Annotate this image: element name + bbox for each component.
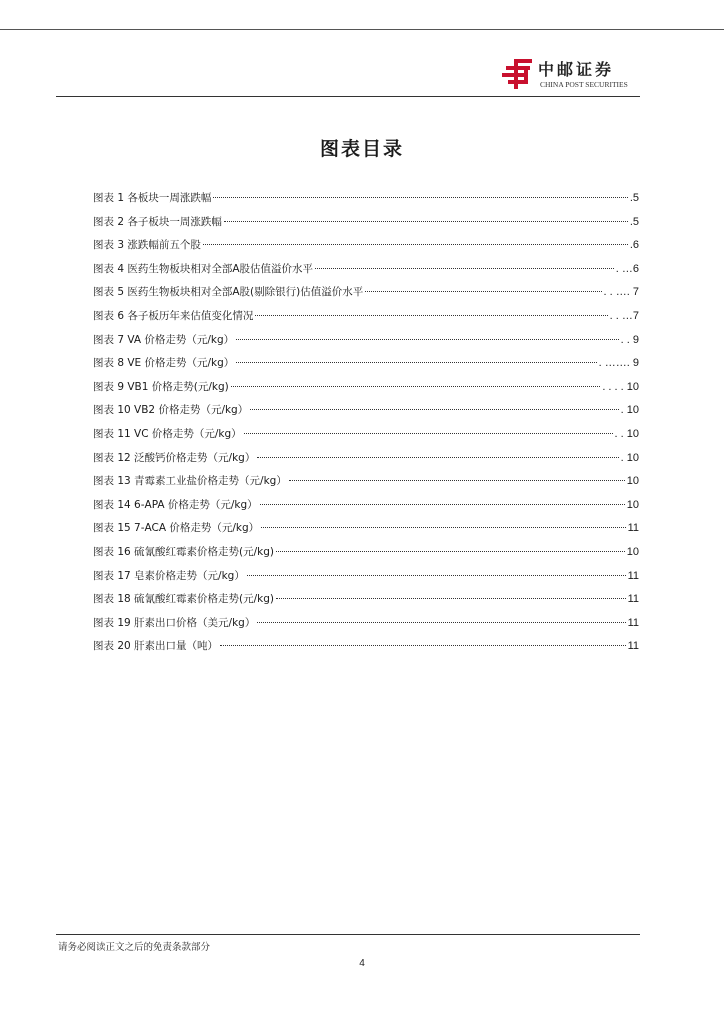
toc-entry[interactable] (93, 544, 639, 568)
toc-entry[interactable] (93, 308, 639, 332)
toc-entry-label: 图表 18 硫氰酸红霉素价格走势(元/kg) (93, 593, 275, 606)
toc-entry-label: 图表 13 青霉素工业盐价格走势（元/kg） (93, 475, 287, 488)
toc-entry-page: . . …7 (609, 309, 639, 322)
toc-entry-page: 10 (626, 498, 639, 511)
top-rule (0, 29, 724, 30)
header-rule (56, 96, 640, 97)
toc-entry-page: .5 (629, 215, 639, 228)
toc-entry[interactable] (93, 379, 639, 403)
toc-entry[interactable] (93, 450, 639, 474)
logo-chinese-name: 中邮证券 (538, 60, 615, 79)
toc-entry-label: 图表 9 VB1 价格走势(元/kg) (93, 380, 229, 393)
toc-entry-label: 图表 2 各子板块一周涨跌幅 (93, 215, 222, 228)
toc-entry[interactable] (93, 190, 639, 214)
toc-leader-dots (276, 551, 625, 552)
toc-entry-label: 图表 14 6-APA 价格走势（元/kg） (93, 498, 258, 511)
toc-leader-dots (260, 504, 625, 505)
toc-leader-dots (250, 409, 618, 410)
toc-entry-label: 图表 4 医药生物板块相对全部A股估值溢价水平 (93, 262, 314, 275)
toc-entry-page: 10 (626, 545, 639, 558)
toc-entry-page: . . . . 10 (602, 380, 639, 393)
toc-entry[interactable] (93, 261, 639, 285)
footer-disclaimer: 请务必阅读正文之后的免责条款部分 (58, 942, 211, 953)
toc-leader-dots (276, 598, 626, 599)
toc-entry[interactable] (93, 237, 639, 261)
toc-entry[interactable] (93, 473, 639, 497)
toc-leader-dots (365, 291, 601, 292)
toc-entry[interactable] (93, 426, 639, 450)
toc-entry-page: 11 (627, 522, 639, 535)
toc-entry[interactable] (93, 615, 639, 639)
toc-leader-dots (257, 457, 618, 458)
page-title: 图表目录 (319, 138, 404, 160)
toc-entry[interactable] (93, 591, 639, 615)
toc-leader-dots (213, 197, 627, 198)
toc-entry-page: . 10 (620, 404, 639, 417)
toc-leader-dots (203, 244, 628, 245)
toc-entry-label: 图表 11 VC 价格走势（元/kg） (93, 427, 242, 440)
toc-leader-dots (247, 575, 626, 576)
toc-entry-label: 图表 7 VA 价格走势（元/kg） (93, 333, 235, 346)
toc-entry-label: 图表 8 VE 价格走势（元/kg） (93, 357, 235, 370)
toc-entry[interactable] (93, 332, 639, 356)
toc-entry-label: 图表 12 泛酸钙价格走势（元/kg） (93, 451, 256, 464)
toc-entry-page: . …6 (615, 262, 639, 275)
table-of-figures (93, 190, 639, 662)
toc-leader-dots (236, 362, 596, 363)
toc-entry[interactable] (93, 355, 639, 379)
toc-entry[interactable] (93, 568, 639, 592)
toc-entry-page: . ……. 9 (598, 357, 639, 370)
toc-entry[interactable] (93, 284, 639, 308)
toc-entry[interactable] (93, 402, 639, 426)
toc-entry-label: 图表 6 各子板历年来估值变化情况 (93, 309, 254, 322)
toc-leader-dots (231, 386, 601, 387)
toc-entry-page: . . 10 (614, 427, 639, 440)
toc-entry-page: .5 (629, 192, 639, 204)
toc-leader-dots (244, 433, 613, 434)
footer-rule (56, 934, 640, 935)
toc-entry-label: 图表 17 皂素价格走势（元/kg） (93, 569, 245, 582)
toc-entry-label: 图表 3 涨跌幅前五个股 (93, 239, 201, 252)
toc-entry-label: 图表 16 硫氰酸红霉素价格走势(元/kg) (93, 545, 275, 558)
toc-entry-page: 11 (627, 593, 639, 606)
toc-leader-dots (255, 315, 607, 316)
toc-leader-dots (220, 645, 626, 646)
toc-entry-label: 图表 19 肝素出口价格（美元/kg） (93, 616, 256, 629)
toc-entry-label: 图表 10 VB2 价格走势（元/kg） (93, 404, 249, 417)
toc-entry-label: 图表 20 肝素出口量（吨） (93, 640, 219, 653)
china-post-logo-icon (500, 56, 536, 92)
toc-entry-label: 图表 1 各板块一周涨跌幅 (93, 192, 212, 204)
toc-entry-page: 10 (626, 475, 639, 488)
toc-leader-dots (257, 622, 625, 623)
toc-leader-dots (261, 527, 625, 528)
toc-entry-page: 11 (627, 640, 639, 653)
toc-entry-label: 图表 5 医药生物板块相对全部A股(剔除银行)估值溢价水平 (93, 286, 364, 299)
toc-entry[interactable] (93, 638, 639, 662)
toc-entry-page: . . 9 (620, 333, 639, 346)
toc-entry[interactable] (93, 520, 639, 544)
toc-entry-page: .6 (629, 239, 639, 252)
logo-english-name: CHINA POST SECURITIES (540, 80, 628, 89)
toc-entry[interactable] (93, 497, 639, 521)
toc-entry-page: 11 (627, 569, 639, 582)
toc-leader-dots (289, 480, 625, 481)
toc-leader-dots (224, 221, 628, 222)
toc-entry[interactable] (93, 214, 639, 238)
toc-entry-label: 图表 15 7-ACA 价格走势（元/kg） (93, 522, 260, 535)
toc-leader-dots (315, 268, 614, 269)
toc-entry-page: 11 (627, 616, 639, 629)
company-logo (500, 56, 640, 92)
toc-entry-page: . 10 (620, 451, 639, 464)
toc-entry-page: . . …. 7 (603, 286, 639, 299)
toc-leader-dots (236, 339, 618, 340)
page-number: 4 (359, 958, 365, 969)
